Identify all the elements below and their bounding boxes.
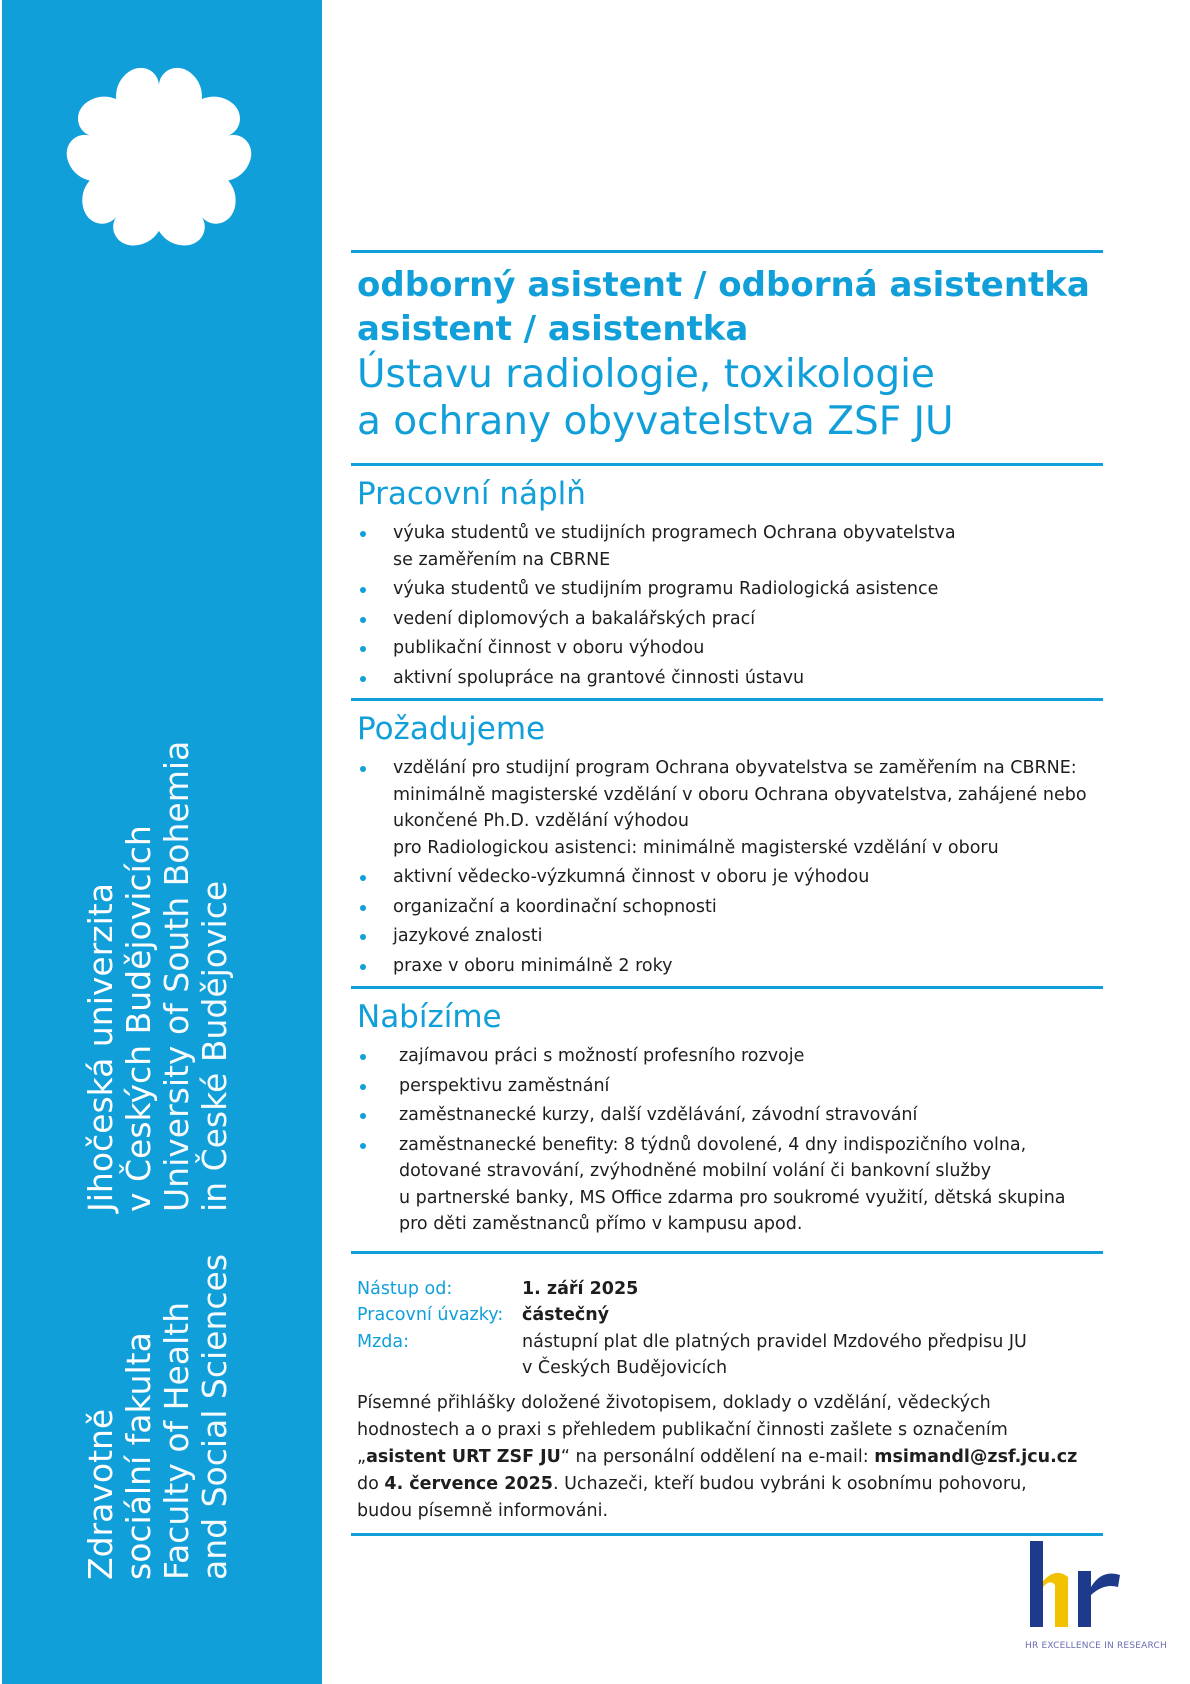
apply-line5: budou písemně informováni. bbox=[357, 1500, 609, 1521]
list-item bbox=[357, 894, 1103, 921]
list-item-line: u partnerské banky, MS Office zdarma pro soukromé využití, dětská skupina bbox=[399, 1187, 1066, 1208]
list-item-line: zaměstnanecké kurzy, další vzdělávání, závodní stravování bbox=[399, 1105, 918, 1125]
list-item-line: perspektivu zaměstnání bbox=[399, 1075, 610, 1096]
faculty-name bbox=[82, 1254, 234, 1580]
requirements-heading: Požadujeme bbox=[357, 711, 546, 747]
uni-cz-line1: Jihočeská univerzita bbox=[81, 883, 120, 1212]
application-instructions bbox=[357, 1390, 1103, 1525]
requirements-list bbox=[351, 755, 1103, 986]
salary-line2: v Českých Budějovicích bbox=[522, 1358, 728, 1378]
list-item bbox=[357, 1043, 1103, 1070]
load-value: částečný bbox=[522, 1305, 610, 1325]
list-item bbox=[357, 953, 1103, 980]
divider bbox=[351, 1251, 1103, 1254]
faculty-en-line1: Faculty of Health bbox=[157, 1301, 196, 1580]
hr-caption: HR EXCELLENCE IN RESEARCH bbox=[1025, 1641, 1167, 1651]
list-item-line: vzdělání pro studijní program Ochrana obyvatelstva se zaměřením na CBRNE: bbox=[393, 758, 1077, 778]
title-line1: odborný asistent / odborná asistentka bbox=[357, 265, 1090, 305]
job-title bbox=[357, 263, 1103, 445]
hr-logo-r-arm bbox=[1091, 1574, 1120, 1596]
start-label: Nástup od: bbox=[357, 1278, 453, 1299]
uni-cz-line2: v Českých Budějovicích bbox=[119, 825, 158, 1212]
duties-heading: Pracovní náplň bbox=[357, 476, 586, 512]
list-item-line: aktivní vědecko-výzkumná činnost v oboru je výhodou bbox=[393, 867, 870, 887]
divider bbox=[351, 250, 1103, 253]
divider bbox=[351, 463, 1103, 466]
offer-heading: Nabízíme bbox=[357, 999, 502, 1035]
load-label: Pracovní úvazky: bbox=[357, 1305, 504, 1325]
list-item-line: pro děti zaměstnanců přímo v kampusu apod. bbox=[399, 1214, 803, 1234]
divider bbox=[351, 986, 1103, 989]
apply-text4: . Uchazeči, kteří budou vybráni k osobnímu pohovoru, bbox=[552, 1473, 1027, 1494]
uni-en-line1: University of South Bohemia bbox=[157, 740, 196, 1212]
faculty-cz-line1: Zdravotně bbox=[81, 1408, 120, 1580]
title-line4: a ochrany obyvatelstva ZSF JU bbox=[357, 399, 954, 444]
list-item bbox=[357, 755, 1103, 861]
list-item-line: výuka studentů ve studijním programu Radiologická asistence bbox=[393, 579, 939, 599]
divider bbox=[351, 698, 1103, 701]
list-item-line: vedení diplomových a bakalářských prací bbox=[393, 608, 756, 629]
apply-line1: Písemné přihlášky doložené životopisem, doklady o vzdělání, vědeckých bbox=[357, 1392, 991, 1413]
list-item-line: se zaměřením na CBRNE bbox=[393, 549, 611, 570]
list-item bbox=[357, 864, 1103, 891]
list-item bbox=[357, 1073, 1103, 1100]
university-name bbox=[82, 741, 234, 1212]
list-item bbox=[357, 923, 1103, 950]
salary-value bbox=[522, 1329, 1027, 1382]
list-item bbox=[357, 1132, 1103, 1238]
list-item bbox=[357, 635, 1103, 662]
salary-line1: nástupní plat dle platných pravidel Mzdového předpisu JU bbox=[522, 1331, 1027, 1352]
list-item bbox=[357, 576, 1103, 603]
title-line3: Ústavu radiologie, toxikologie bbox=[357, 352, 935, 397]
list-item-line: jazykové znalosti bbox=[393, 926, 543, 946]
faculty-cz-line2: sociální fakulta bbox=[119, 1332, 158, 1580]
quote-close: “ na personální oddělení na e-mail: bbox=[560, 1446, 875, 1467]
list-item-line: pro Radiologickou asistenci: minimálně magisterské vzdělání v oboru bbox=[393, 837, 999, 858]
load-row bbox=[357, 1302, 1103, 1329]
quote-open: „ bbox=[357, 1446, 367, 1467]
sidebar bbox=[2, 0, 322, 1684]
list-item-line: dotované stravování, zvýhodněné mobilní volání či bankovní služby bbox=[399, 1161, 992, 1181]
apply-text3: do bbox=[357, 1473, 385, 1494]
hr-logo-h-stem bbox=[1030, 1541, 1043, 1627]
apply-line2: hodnostech a o praxi s přehledem publikační činnosti zašlete s označením bbox=[357, 1419, 1008, 1440]
list-item bbox=[357, 606, 1103, 633]
deadline: 4. července 2025 bbox=[384, 1473, 553, 1494]
flower-logo-icon bbox=[54, 58, 264, 263]
list-item-line: organizační a koordinační schopnosti bbox=[393, 896, 717, 917]
list-item-line: zaměstnanecké benefity: 8 týdnů dovolené, 4 dny indispozičního volna, bbox=[399, 1134, 1027, 1155]
start-value: 1. září 2025 bbox=[522, 1278, 639, 1299]
salary-row bbox=[357, 1329, 1103, 1382]
faculty-en-line2: and Social Sciences bbox=[195, 1253, 234, 1580]
list-item bbox=[357, 520, 1103, 573]
hr-excellence-logo-icon bbox=[1022, 1535, 1150, 1653]
uni-en-line2: in České Budějovice bbox=[195, 880, 234, 1212]
hr-logo-h-arch bbox=[1043, 1573, 1068, 1627]
list-item bbox=[357, 1102, 1103, 1129]
apply-line4 bbox=[357, 1471, 1103, 1498]
list-item-line: publikační činnost v oboru výhodou bbox=[393, 638, 705, 658]
list-item-line: výuka studentů ve studijních programech Ochrana obyvatelstva bbox=[393, 523, 956, 543]
list-item bbox=[357, 665, 1103, 692]
start-row bbox=[357, 1276, 1103, 1303]
divider bbox=[351, 1533, 1103, 1536]
title-line2: asistent / asistentka bbox=[357, 309, 749, 349]
contact-email[interactable]: msimandl@zsf.jcu.cz bbox=[874, 1446, 1078, 1467]
salary-label: Mzda: bbox=[357, 1331, 410, 1352]
apply-line3 bbox=[357, 1444, 1103, 1471]
list-item-line: ukončené Ph.D. vzdělání výhodou bbox=[393, 811, 689, 831]
list-item-line: minimálně magisterské vzdělání v oboru Ochrana obyvatelstva, zahájené nebo bbox=[393, 784, 1087, 805]
hr-logo-r-stem bbox=[1078, 1571, 1091, 1627]
list-item-line: praxe v oboru minimálně 2 roky bbox=[393, 955, 673, 976]
job-posting bbox=[351, 250, 1103, 1536]
duties-list bbox=[351, 520, 1103, 698]
list-item-line: aktivní spolupráce na grantové činnosti ústavu bbox=[393, 667, 805, 688]
job-info bbox=[357, 1276, 1103, 1382]
offer-list bbox=[351, 1043, 1103, 1245]
application-marking: asistent URT ZSF JU bbox=[366, 1446, 561, 1467]
list-item-line: zajímavou práci s možností profesního rozvoje bbox=[399, 1046, 805, 1066]
